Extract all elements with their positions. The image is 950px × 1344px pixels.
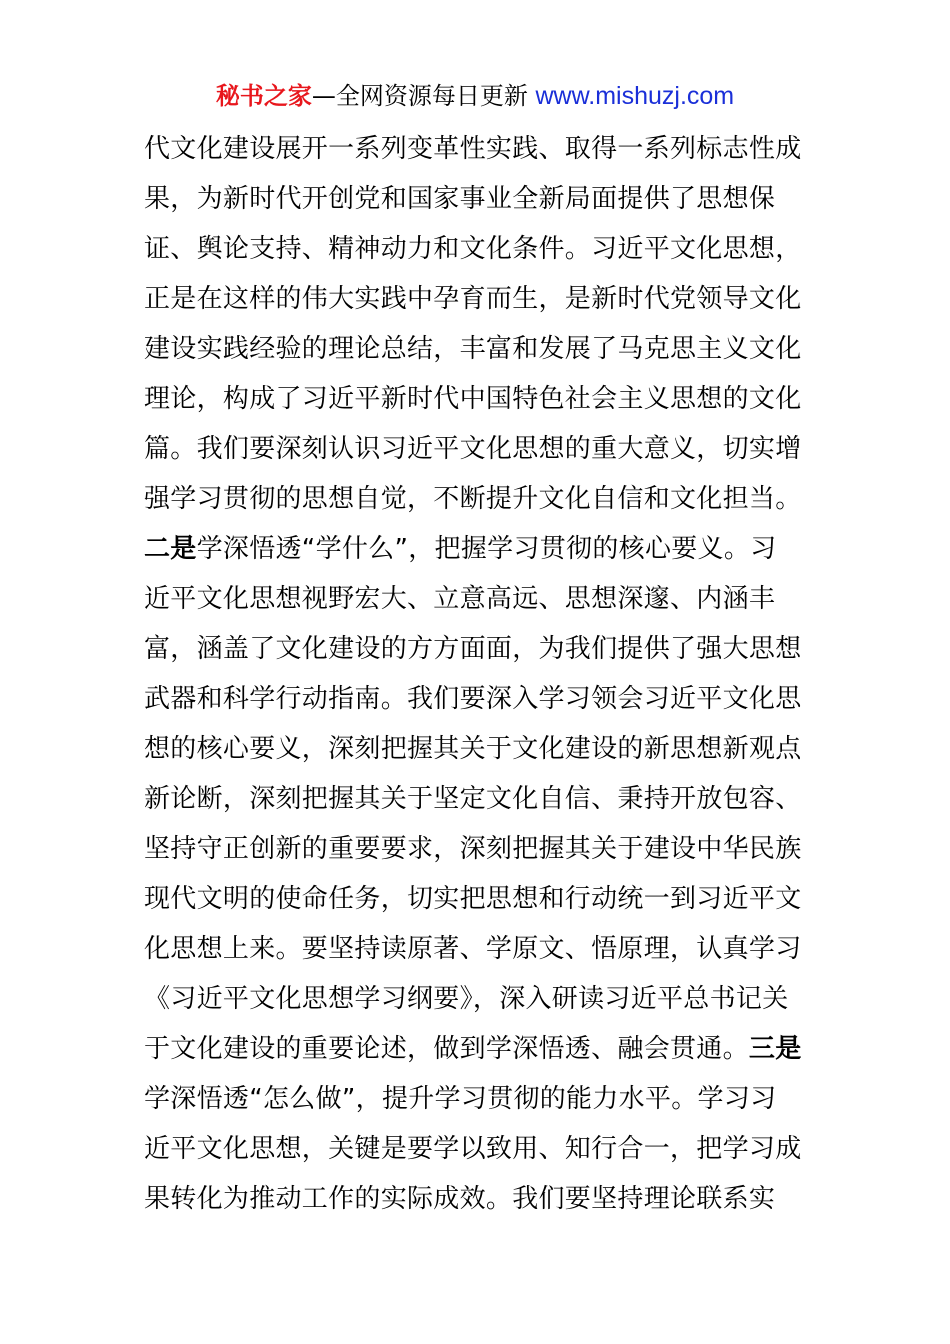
text-line xyxy=(144,924,814,974)
body-text-segment: 建设实践经验的理论总结，丰富和发展了马克思主义文化 xyxy=(144,334,802,364)
text-line xyxy=(144,224,814,274)
text-line xyxy=(144,824,814,874)
body-text-segment: 近平文化思想，关键是要学以致用、知行合一，把学习成 xyxy=(144,1134,802,1164)
text-line xyxy=(144,974,814,1024)
text-line xyxy=(144,174,814,224)
text-line xyxy=(144,524,814,574)
emphasis-text: 二是 xyxy=(144,534,197,564)
body-text-segment: 化思想上来。要坚持读原著、学原文、悟原理，认真学习 xyxy=(144,934,802,964)
body-text-segment: 强学习贯彻的思想自觉，不断提升文化自信和文化担当。 xyxy=(144,484,802,514)
body-text-segment: 果，为新时代开创党和国家事业全新局面提供了思想保 xyxy=(144,184,776,214)
text-line xyxy=(144,1024,814,1074)
text-line xyxy=(144,774,814,824)
body-text-segment: 于文化建设的重要论述，做到学深悟透、融会贯通。 xyxy=(144,1034,749,1064)
text-line xyxy=(144,374,814,424)
text-line xyxy=(144,724,814,774)
body-text-segment: 学深悟透“学什么”，把握学习贯彻的核心要义。习 xyxy=(196,534,777,564)
body-text-segment: 想的核心要义，深刻把握其关于文化建设的新思想新观点 xyxy=(144,734,802,764)
header-tagline: —全网资源每日更新 xyxy=(311,82,536,110)
site-header xyxy=(0,78,950,114)
body-text-segment: 现代文明的使命任务，切实把思想和行动统一到习近平文 xyxy=(144,884,802,914)
body-text-segment: 《习近平文化思想学习纲要》，深入研读习近平总书记关 xyxy=(144,984,789,1014)
text-line xyxy=(144,474,814,524)
site-url: www.mishuzj.com xyxy=(535,82,735,110)
text-line xyxy=(144,274,814,324)
brand-name: 秘书之家 xyxy=(215,82,312,110)
emphasis-text: 三是 xyxy=(748,1034,802,1064)
text-line xyxy=(144,1174,814,1224)
body-text-segment: 近平文化思想视野宏大、立意高远、思想深邃、内涵丰 xyxy=(144,584,776,614)
body-text-segment: 武器和科学行动指南。我们要深入学习领会习近平文化思 xyxy=(144,684,802,714)
body-text-segment: 富，涵盖了文化建设的方方面面，为我们提供了强大思想 xyxy=(144,634,802,664)
body-text-segment: 理论，构成了习近平新时代中国特色社会主义思想的文化 xyxy=(144,384,802,414)
body-text-segment: 果转化为推动工作的实际成效。我们要坚持理论联系实 xyxy=(144,1184,776,1214)
body-text-segment: 坚持守正创新的重要要求，深刻把握其关于建设中华民族 xyxy=(144,834,802,864)
text-line xyxy=(144,424,814,474)
body-text-segment: 正是在这样的伟大实践中孕育而生，是新时代党领导文化 xyxy=(144,284,802,314)
text-line xyxy=(144,1124,814,1174)
body-text-segment: 证、舆论支持、精神动力和文化条件。习近平文化思想， xyxy=(144,234,802,264)
text-line xyxy=(144,574,814,624)
text-line xyxy=(144,324,814,374)
text-line xyxy=(144,124,814,174)
body-text-segment: 代文化建设展开一系列变革性实践、取得一系列标志性成 xyxy=(144,134,802,164)
text-line xyxy=(144,674,814,724)
text-line xyxy=(144,874,814,924)
document-body xyxy=(144,124,814,1224)
body-text-segment: 新论断，深刻把握其关于坚定文化自信、秉持开放包容、 xyxy=(144,784,802,814)
body-text-segment: 篇。我们要深刻认识习近平文化思想的重大意义，切实增 xyxy=(144,434,802,464)
body-text-segment: 学深悟透“怎么做”，提升学习贯彻的能力水平。学习习 xyxy=(144,1084,777,1114)
text-line xyxy=(144,1074,814,1124)
text-line xyxy=(144,624,814,674)
